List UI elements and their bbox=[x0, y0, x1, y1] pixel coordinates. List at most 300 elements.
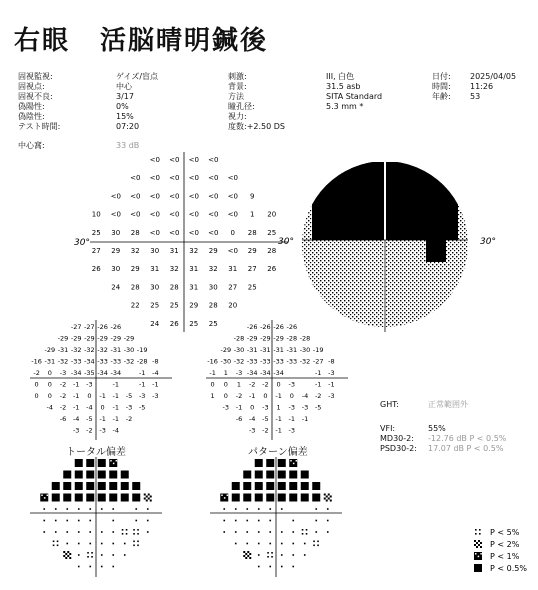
field-value: 25 bbox=[208, 319, 218, 328]
field-value: 27 bbox=[228, 283, 238, 292]
field-value: -31 bbox=[273, 346, 284, 354]
symbol-normal bbox=[269, 566, 271, 568]
eye-label: 右眼 bbox=[14, 26, 71, 56]
symbol-p1-gap bbox=[478, 556, 480, 558]
field-value: -5 bbox=[86, 415, 93, 423]
field-value: <0 bbox=[149, 174, 160, 183]
field-value: 31 bbox=[189, 265, 199, 274]
symbol-p5-dot bbox=[122, 533, 124, 535]
symbol-p5-dot bbox=[133, 533, 135, 535]
symbol-p05 bbox=[278, 471, 286, 479]
symbol-normal bbox=[43, 520, 45, 522]
symbol-p5-dot bbox=[137, 529, 139, 531]
symbol-p1-gap bbox=[44, 497, 46, 499]
info-value: III, 白色 bbox=[326, 72, 355, 81]
field-value: <0 bbox=[208, 228, 219, 237]
field-value: 31 bbox=[189, 283, 199, 292]
field-value: <0 bbox=[149, 192, 160, 201]
symbol-p05 bbox=[301, 494, 309, 502]
symbol-normal bbox=[43, 531, 45, 533]
symbol-p2-dot bbox=[243, 551, 245, 553]
total-deviation-probability-map bbox=[26, 455, 166, 579]
field-value: 20 bbox=[228, 301, 238, 310]
symbol-p2-dot bbox=[330, 496, 332, 498]
symbol-p2-dot bbox=[148, 498, 150, 500]
symbol-normal bbox=[269, 508, 271, 510]
field-value: -28 bbox=[299, 334, 311, 343]
symbol-normal bbox=[281, 566, 283, 568]
field-value: -29 bbox=[84, 334, 95, 343]
field-value: <0 bbox=[227, 192, 238, 201]
info-value: 31.5 asb bbox=[326, 82, 361, 91]
symbol-p05 bbox=[312, 482, 320, 490]
field-value: -8 bbox=[328, 357, 335, 366]
info-value: 15% bbox=[116, 112, 134, 121]
symbol-p5-dot bbox=[91, 556, 93, 558]
field-value: -3 bbox=[99, 426, 106, 435]
field-value: 26 bbox=[267, 265, 277, 274]
field-value: -33 bbox=[97, 357, 108, 366]
field-value: -33 bbox=[246, 357, 258, 366]
symbol-normal bbox=[124, 554, 126, 556]
field-value: <0 bbox=[169, 192, 180, 201]
symbol-p1-gap bbox=[113, 463, 115, 465]
field-value: 25 bbox=[169, 301, 179, 310]
field-value: -5 bbox=[314, 403, 322, 412]
symbol-normal bbox=[89, 520, 91, 522]
symbol-normal bbox=[292, 566, 294, 568]
symbol-p5-dot bbox=[137, 541, 139, 543]
legend-label-p1: P < 1% bbox=[490, 552, 520, 561]
symbol-normal bbox=[327, 520, 329, 522]
field-value: 32 bbox=[130, 247, 140, 255]
field-value: -34 bbox=[97, 369, 108, 377]
symbol-p1-gap bbox=[475, 553, 477, 555]
symbol-p5-dot bbox=[53, 541, 55, 543]
info-label: 背景: bbox=[228, 82, 247, 91]
symbol-p1-gap bbox=[293, 463, 295, 465]
field-value: -2 bbox=[33, 369, 40, 377]
field-value: <0 bbox=[169, 174, 180, 183]
field-value: -3 bbox=[138, 392, 146, 400]
symbol-p05 bbox=[266, 482, 274, 490]
symbol-p5-dot bbox=[313, 545, 315, 547]
symbol-p2-dot bbox=[150, 496, 152, 498]
symbol-p05 bbox=[301, 471, 309, 479]
symbol-normal bbox=[124, 543, 126, 545]
field-value: -2 bbox=[235, 392, 243, 400]
symbol-p2-dot bbox=[150, 500, 152, 502]
symbol-p05 bbox=[132, 494, 140, 502]
field-value: -33 bbox=[286, 357, 298, 366]
index-value: 55% bbox=[428, 424, 446, 433]
symbol-normal bbox=[66, 531, 68, 533]
symbol-p05 bbox=[255, 471, 263, 479]
symbol-p05 bbox=[98, 471, 106, 479]
field-value: 32 bbox=[169, 265, 179, 274]
field-value: -30 bbox=[299, 346, 311, 354]
symbol-normal bbox=[269, 531, 271, 533]
symbol-normal bbox=[101, 543, 103, 545]
field-value: 25 bbox=[91, 228, 101, 237]
symbol-p05 bbox=[52, 482, 60, 490]
index-label: PSD30-2: bbox=[380, 444, 417, 453]
field-value: -29 bbox=[110, 334, 122, 343]
symbol-normal bbox=[258, 554, 260, 556]
info-value: 2025/04/05 bbox=[470, 72, 517, 81]
symbol-p05 bbox=[98, 494, 106, 502]
temporal-edge bbox=[456, 198, 476, 240]
symbol-p05 bbox=[266, 494, 274, 502]
field-value: <0 bbox=[169, 228, 180, 237]
field-value: 29 bbox=[130, 265, 140, 274]
symbol-p1-gap bbox=[110, 460, 112, 462]
field-value: -29 bbox=[273, 334, 284, 343]
symbol-p05 bbox=[132, 482, 140, 490]
field-value: 0 bbox=[276, 380, 281, 389]
symbol-p5-dot bbox=[133, 541, 135, 543]
field-value: -27 bbox=[84, 323, 95, 331]
field-value: -1 bbox=[275, 426, 282, 435]
symbol-p1-gap bbox=[116, 460, 118, 462]
symbol-p2-dot bbox=[330, 500, 332, 502]
symbol-normal bbox=[89, 543, 91, 545]
info-value: 3/17 bbox=[116, 92, 134, 101]
symbol-p05 bbox=[121, 494, 129, 502]
field-value: 20 bbox=[267, 210, 277, 219]
symbol-p05 bbox=[301, 482, 309, 490]
info-value: ゲイズ/盲点 bbox=[116, 72, 159, 81]
field-value: -3 bbox=[72, 426, 80, 435]
symbol-p2-dot bbox=[247, 551, 249, 553]
field-value: -34 bbox=[84, 357, 95, 366]
field-value: -33 bbox=[70, 357, 82, 366]
symbol-p05 bbox=[63, 471, 71, 479]
symbol-p1-gap bbox=[480, 553, 482, 555]
symbol-p2-dot bbox=[328, 494, 330, 496]
symbol-p2-dot bbox=[67, 551, 69, 553]
field-value: 29 bbox=[247, 247, 257, 255]
symbol-p5-dot bbox=[475, 533, 477, 535]
field-value: -2 bbox=[59, 403, 67, 412]
field-value: -32 bbox=[123, 357, 135, 366]
symbol-p2-dot bbox=[69, 557, 71, 559]
field-value: -19 bbox=[312, 346, 324, 354]
symbol-normal bbox=[78, 508, 80, 510]
field-value: -4 bbox=[152, 369, 159, 377]
symbol-p2-dot bbox=[478, 540, 480, 542]
info-value: 53 bbox=[470, 92, 481, 101]
grayscale-map bbox=[276, 148, 502, 340]
field-value: -1 bbox=[138, 369, 146, 377]
symbol-p05 bbox=[278, 494, 286, 502]
threshold-map bbox=[60, 148, 300, 338]
symbol-normal bbox=[101, 508, 103, 510]
field-value: -5 bbox=[138, 403, 146, 412]
field-value: 30 bbox=[111, 228, 121, 237]
indices-labels bbox=[380, 424, 417, 454]
symbol-p5-dot bbox=[53, 545, 55, 547]
symbol-p2-dot bbox=[324, 498, 326, 500]
symbol-p05 bbox=[289, 494, 297, 502]
field-value: -1 bbox=[112, 392, 120, 400]
field-value: -1 bbox=[112, 403, 120, 412]
symbol-normal bbox=[66, 508, 68, 510]
symbol-p2-dot bbox=[474, 544, 476, 546]
symbol-p05 bbox=[232, 482, 240, 490]
field-value: 0 bbox=[47, 380, 52, 389]
field-value: 25 bbox=[267, 228, 277, 237]
symbol-normal bbox=[281, 554, 283, 556]
symbol-normal bbox=[327, 531, 329, 533]
symbol-p2-dot bbox=[249, 553, 251, 555]
field-value: 25 bbox=[150, 301, 160, 310]
field-value: 0 bbox=[223, 380, 228, 389]
symbol-p5-dot bbox=[133, 545, 135, 547]
symbol-p5-dot bbox=[317, 545, 319, 547]
field-value: <0 bbox=[188, 192, 199, 201]
info-label: 方法 bbox=[228, 92, 244, 101]
symbol-p05 bbox=[266, 471, 274, 479]
field-value: <0 bbox=[208, 192, 219, 201]
defect-step bbox=[431, 226, 457, 240]
field-value: 29 bbox=[111, 247, 121, 255]
symbol-p2-dot bbox=[245, 557, 247, 559]
field-value: 1 bbox=[250, 210, 255, 219]
field-value: -34 bbox=[246, 369, 258, 377]
symbol-p2-dot bbox=[474, 540, 476, 542]
symbol-p5-dot bbox=[302, 529, 304, 531]
symbol-normal bbox=[258, 531, 260, 533]
field-value: 0 bbox=[47, 369, 52, 377]
info-label: 視力: bbox=[228, 112, 247, 121]
index-value: -12.76 dB P < 0.5% bbox=[428, 434, 507, 443]
ght-value: 正常範囲外 bbox=[428, 400, 468, 409]
symbol-normal bbox=[112, 520, 114, 522]
field-value: -1 bbox=[248, 392, 256, 400]
symbol-p05 bbox=[121, 471, 129, 479]
field-value: -16 bbox=[207, 357, 218, 366]
field-value: -35 bbox=[84, 369, 95, 377]
field-value: 26 bbox=[169, 319, 179, 328]
symbol-normal bbox=[258, 543, 260, 545]
field-value: -1 bbox=[99, 415, 106, 423]
symbol-p2-dot bbox=[243, 555, 245, 557]
ght-label: GHT: bbox=[380, 400, 399, 409]
symbol-p1-gap bbox=[290, 460, 292, 462]
symbol-p5-dot bbox=[306, 533, 308, 535]
field-value: -3 bbox=[288, 380, 296, 389]
field-value: <0 bbox=[149, 228, 160, 237]
symbol-p5-dot bbox=[87, 552, 89, 554]
field-value: -3 bbox=[222, 403, 230, 412]
field-value: 0 bbox=[289, 392, 294, 400]
symbol-p2-dot bbox=[63, 551, 65, 553]
field-value: -2 bbox=[262, 426, 269, 435]
info-label: 固視不良: bbox=[18, 92, 53, 101]
field-value: -31 bbox=[110, 346, 122, 354]
field-value: -1 bbox=[72, 380, 80, 389]
symbol-normal bbox=[78, 543, 80, 545]
symbol-p05 bbox=[278, 459, 286, 467]
info-label: 時間: bbox=[432, 82, 451, 91]
pattern-deviation-label: パターン偏差 bbox=[248, 447, 308, 458]
field-value: -32 bbox=[57, 357, 69, 366]
symbol-p2-dot bbox=[324, 494, 326, 496]
field-value: -31 bbox=[260, 346, 271, 354]
info-label: 年齢: bbox=[432, 92, 451, 101]
field-value: 1 bbox=[210, 392, 215, 400]
field-value: -1 bbox=[235, 403, 243, 412]
field-value: <0 bbox=[110, 192, 121, 201]
field-value: -5 bbox=[262, 415, 269, 423]
field-value: 0 bbox=[34, 392, 39, 400]
pattern-deviation-map bbox=[196, 318, 356, 442]
symbol-normal bbox=[89, 531, 91, 533]
axis-label-left: 30° bbox=[278, 237, 294, 247]
info-value: +2.50 DS bbox=[246, 122, 285, 131]
field-value: -34 bbox=[110, 369, 122, 377]
symbol-normal bbox=[112, 531, 114, 533]
field-value: -34 bbox=[260, 369, 271, 377]
field-value: <0 bbox=[188, 228, 199, 237]
symbol-p05 bbox=[109, 471, 117, 479]
symbol-normal bbox=[235, 531, 237, 533]
symbol-p5-dot bbox=[133, 529, 135, 531]
field-value: -26 bbox=[286, 323, 298, 331]
field-value: -28 bbox=[136, 357, 148, 366]
symbol-p2-dot bbox=[480, 542, 482, 544]
symbol-p05 bbox=[52, 494, 60, 502]
symbol-normal bbox=[78, 554, 80, 556]
symbol-p1-gap bbox=[296, 460, 298, 462]
symbol-p2-dot bbox=[247, 555, 249, 557]
symbol-normal bbox=[223, 520, 225, 522]
field-value: 28 bbox=[130, 283, 140, 292]
symbol-normal bbox=[135, 508, 137, 510]
symbol-normal bbox=[223, 508, 225, 510]
field-value: -3 bbox=[235, 369, 243, 377]
index-value: 17.07 dB P < 0.5% bbox=[428, 444, 504, 453]
field-value: -26 bbox=[110, 323, 122, 331]
field-value: -33 bbox=[273, 357, 284, 366]
field-value: -2 bbox=[314, 392, 322, 400]
field-value: -3 bbox=[288, 426, 296, 435]
symbol-p05 bbox=[255, 494, 263, 502]
field-value: -4 bbox=[72, 415, 80, 423]
field-value: -31 bbox=[286, 346, 298, 354]
field-value: 1 bbox=[223, 369, 228, 377]
field-value: 25 bbox=[247, 283, 257, 292]
symbol-normal bbox=[258, 508, 260, 510]
field-value: <0 bbox=[227, 174, 238, 183]
info-label: 刺激: bbox=[228, 72, 247, 81]
symbol-normal bbox=[292, 554, 294, 556]
field-value: -26 bbox=[246, 323, 258, 331]
symbol-p05 bbox=[474, 564, 482, 572]
pattern-deviation-probability-map bbox=[206, 455, 346, 579]
symbol-normal bbox=[101, 566, 103, 568]
symbol-p2-dot bbox=[249, 557, 251, 559]
field-value: -4 bbox=[46, 403, 54, 412]
symbol-p05 bbox=[243, 482, 251, 490]
field-value: -2 bbox=[248, 380, 256, 389]
field-value: -27 bbox=[70, 323, 82, 331]
field-value: <0 bbox=[149, 210, 160, 219]
field-value: -29 bbox=[57, 334, 69, 343]
symbol-p5-dot bbox=[122, 529, 124, 531]
symbol-p2-dot bbox=[148, 494, 150, 496]
field-value: 26 bbox=[91, 265, 101, 274]
field-value: -3 bbox=[328, 392, 335, 400]
field-value: 25 bbox=[189, 319, 199, 328]
symbol-normal bbox=[281, 543, 283, 545]
field-value: -3 bbox=[59, 369, 67, 377]
symbol-p5-dot bbox=[57, 541, 59, 543]
field-value: <0 bbox=[188, 210, 199, 219]
symbol-p2-dot bbox=[326, 500, 328, 502]
symbol-p2-dot bbox=[478, 544, 480, 546]
field-value: 29 bbox=[189, 301, 199, 310]
symbol-normal bbox=[246, 520, 248, 522]
field-value: -26 bbox=[260, 323, 271, 331]
info-label: 偽陽性: bbox=[18, 102, 45, 111]
symbol-p5-dot bbox=[87, 556, 89, 558]
field-value: -1 bbox=[112, 380, 120, 389]
report-title bbox=[14, 20, 268, 57]
symbol-p2-dot bbox=[67, 555, 69, 557]
symbol-p2-dot bbox=[480, 546, 482, 548]
field-value: -34 bbox=[70, 369, 82, 377]
symbol-p05 bbox=[232, 494, 240, 502]
symbol-p1-gap bbox=[224, 497, 226, 499]
symbol-p05 bbox=[86, 471, 94, 479]
symbol-p2-dot bbox=[476, 542, 478, 544]
field-value: -29 bbox=[123, 334, 135, 343]
field-value: -31 bbox=[57, 346, 69, 354]
symbol-p05 bbox=[75, 494, 83, 502]
symbol-p05 bbox=[289, 482, 297, 490]
field-value: 1 bbox=[236, 380, 242, 389]
field-value: -1 bbox=[314, 369, 322, 377]
symbol-normal bbox=[43, 508, 45, 510]
field-value: -29 bbox=[44, 346, 56, 354]
field-value: -1 bbox=[314, 380, 322, 389]
field-value: -3 bbox=[328, 369, 335, 377]
field-value: 29 bbox=[208, 247, 218, 255]
symbol-normal bbox=[304, 554, 306, 556]
symbol-normal bbox=[135, 520, 137, 522]
field-value: -1 bbox=[288, 415, 296, 423]
field-value: -1 bbox=[99, 392, 106, 400]
field-value: <0 bbox=[169, 156, 180, 164]
symbol-p05 bbox=[86, 482, 94, 490]
symbol-normal bbox=[315, 508, 317, 510]
probability-legend bbox=[470, 526, 536, 578]
axis-label-right: 30° bbox=[480, 237, 496, 247]
field-value: 1 bbox=[276, 403, 281, 412]
legend-label-p2: P < 2% bbox=[490, 540, 520, 549]
symbol-p5-dot bbox=[137, 545, 139, 547]
symbol-p2-dot bbox=[144, 494, 146, 496]
legend-label-p5: P < 5% bbox=[490, 528, 520, 537]
symbol-normal bbox=[304, 543, 306, 545]
symbol-normal bbox=[281, 531, 283, 533]
field-value: -1 bbox=[112, 415, 120, 423]
field-value: -1 bbox=[72, 403, 80, 412]
symbol-normal bbox=[78, 566, 80, 568]
symbol-p05 bbox=[109, 482, 117, 490]
